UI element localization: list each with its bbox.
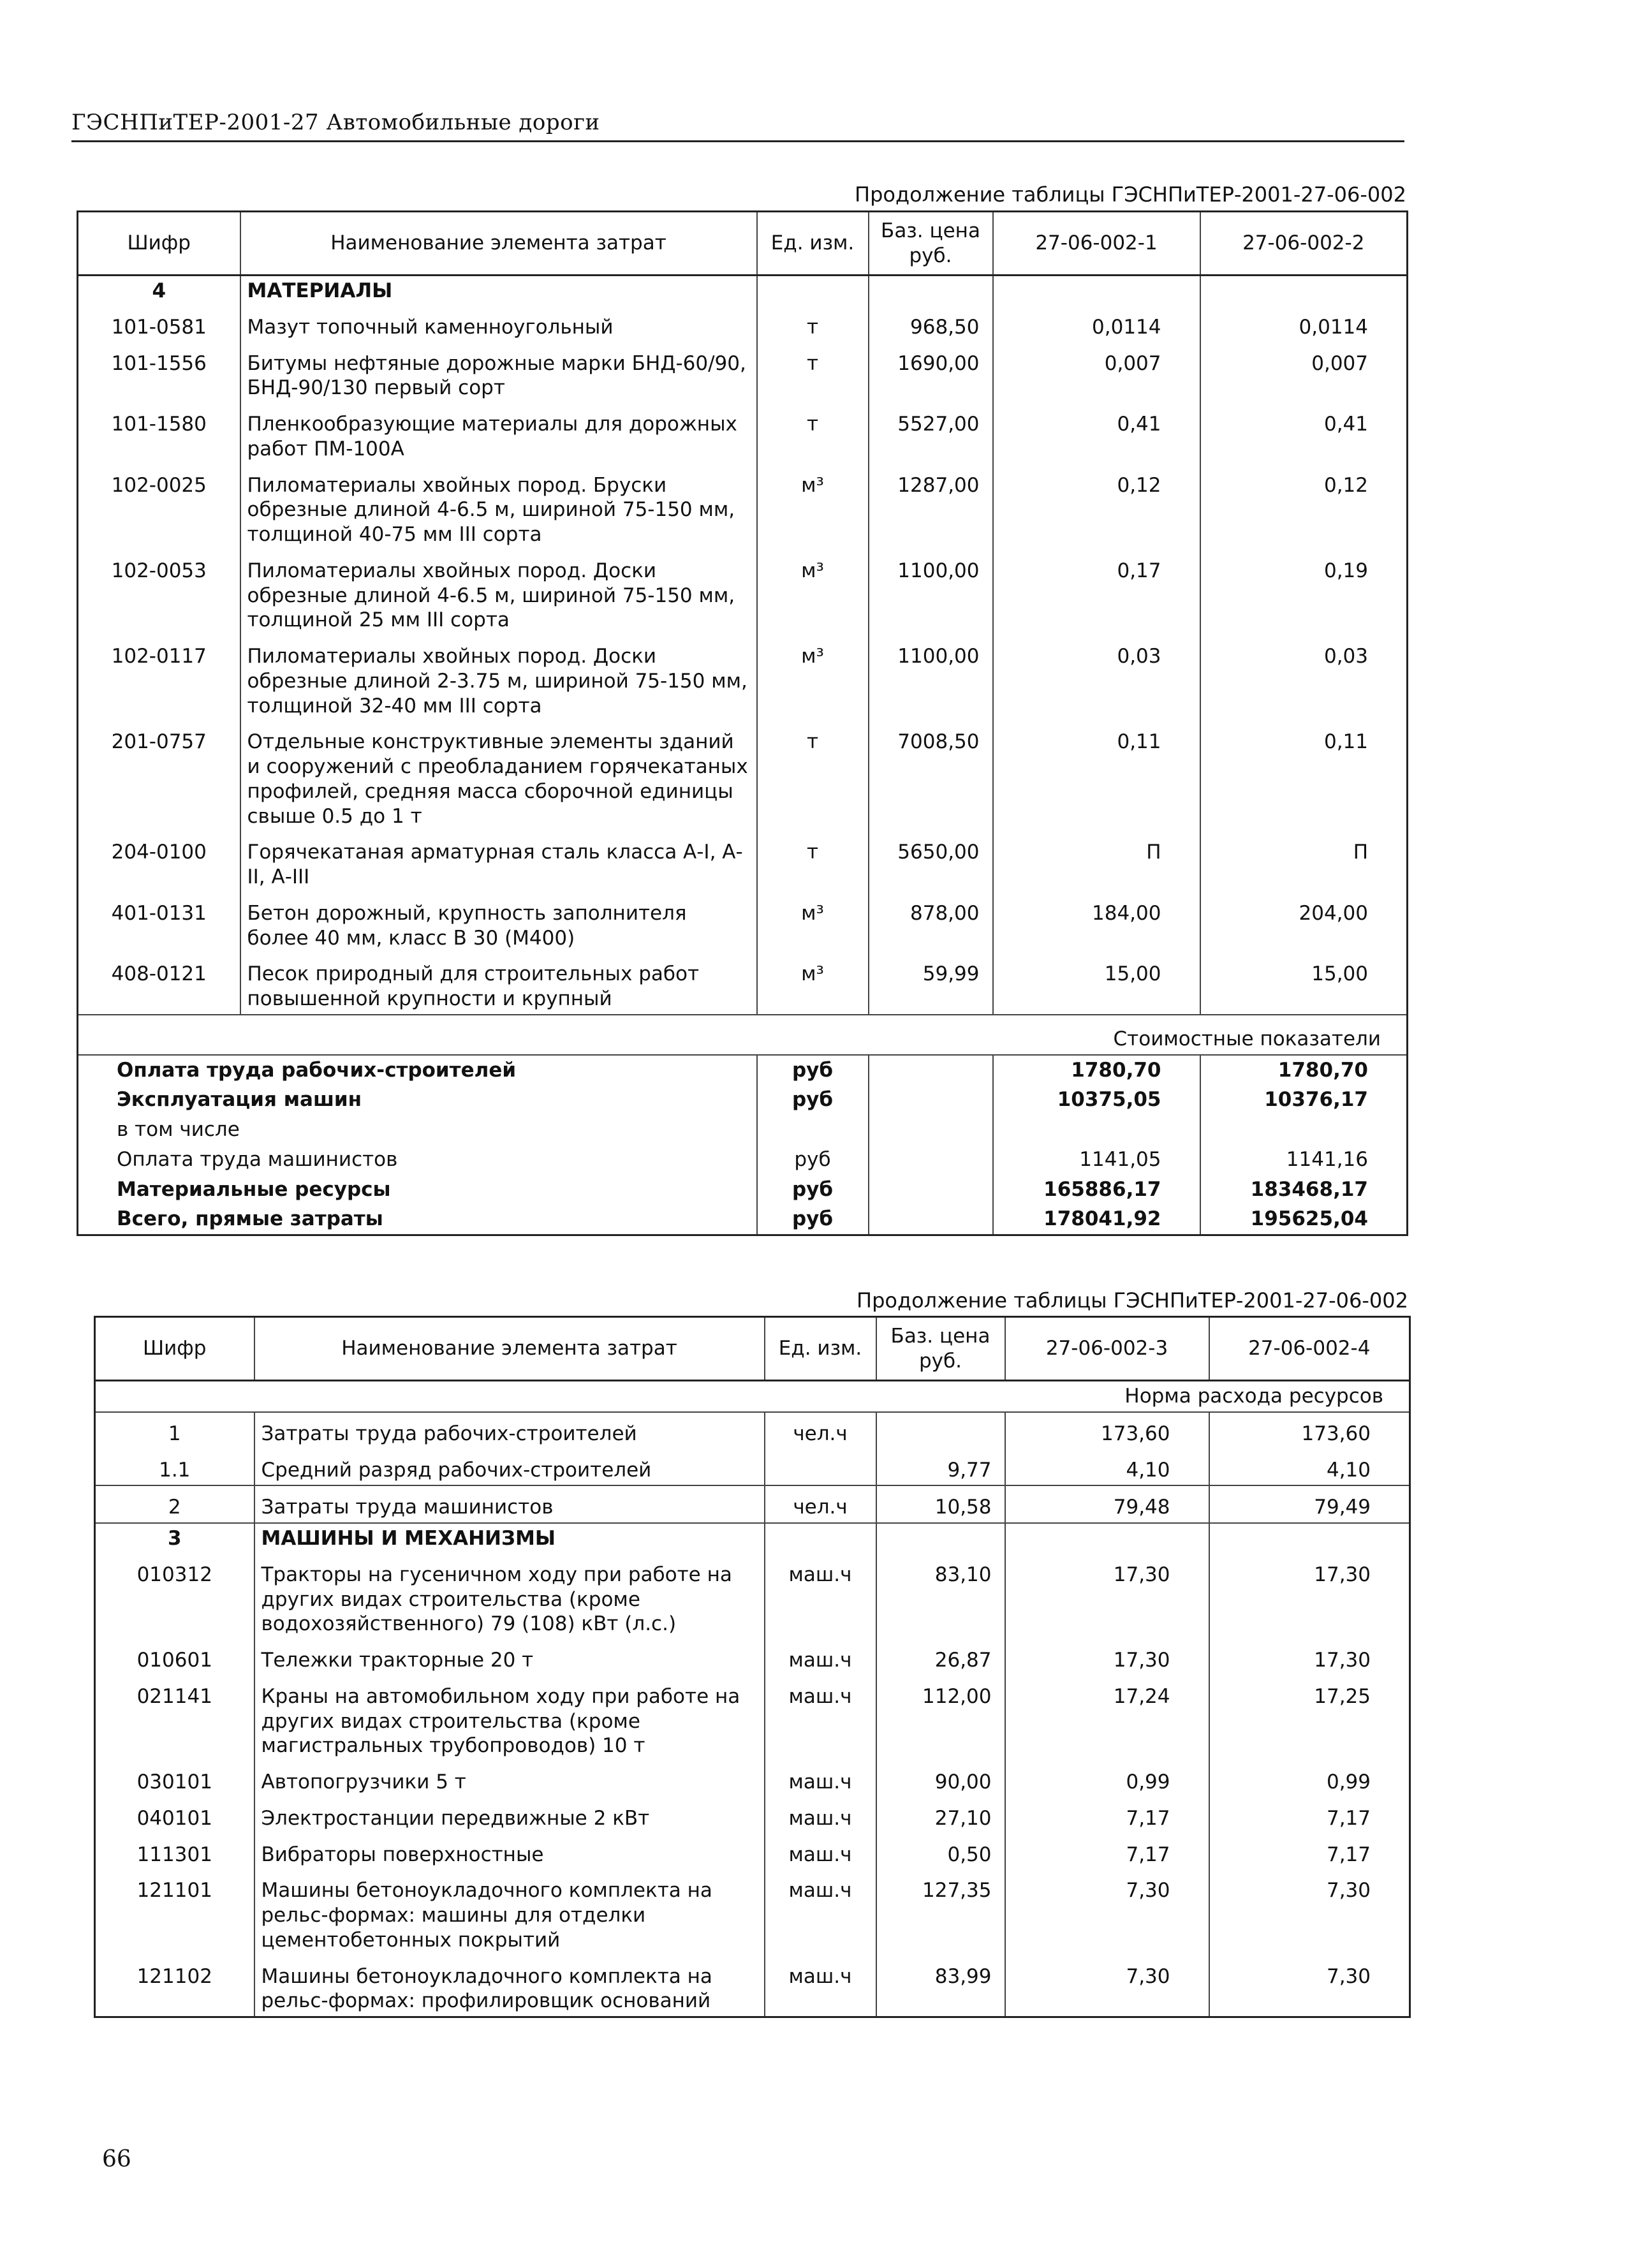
row-value-2: П: [1200, 831, 1408, 892]
page-header: ГЭСНПиТЕР-2001-27 Автомобильные дороги: [71, 110, 600, 135]
row-unit: маш.ч: [765, 1834, 876, 1870]
summary-unit: руб: [757, 1055, 869, 1086]
row-price: 878,00: [869, 892, 993, 954]
section-name: МАТЕРИАЛЫ: [240, 276, 757, 306]
table2-header-col1: 27-06-002-3: [1005, 1317, 1209, 1381]
row-price: 5650,00: [869, 831, 993, 892]
row-value-2: 7,17: [1209, 1834, 1410, 1870]
row-price: 112,00: [876, 1675, 1005, 1761]
row-unit: м³: [757, 464, 869, 550]
row-code: 121101: [95, 1869, 254, 1955]
row-name: Бетон дорожный, крупность заполнителя более 40 мм, класс В 30 (М400): [240, 892, 757, 954]
summary-price-empty: [869, 1055, 993, 1086]
row-value-1: 79,48: [1005, 1485, 1209, 1523]
row-value-1: 0,11: [993, 721, 1200, 831]
summary-value-2: 195625,04: [1200, 1204, 1408, 1235]
table1-header-code: Шифр: [78, 212, 240, 276]
row-name: Пиломатериалы хвойных пород. Доски обрезные длиной 4-6.5 м, шириной 75-150 мм, толщиной 25 мм III сорта: [240, 550, 757, 635]
table1-header-unit: Ед. изм.: [757, 212, 869, 276]
row-value-2: 0,007: [1200, 342, 1408, 404]
table2-header-price: Баз. цена руб.: [876, 1317, 1005, 1381]
row-unit: м³: [757, 953, 869, 1015]
section-code: 3: [95, 1523, 254, 1554]
row-value-1: 15,00: [993, 953, 1200, 1015]
page-number: 66: [102, 2146, 131, 2172]
row-code: 401-0131: [78, 892, 240, 954]
row-value-2: 7,30: [1209, 1869, 1410, 1955]
section-empty-cell: [765, 1523, 876, 1554]
norm-heading: Норма расхода ресурсов: [95, 1381, 1410, 1412]
row-unit: маш.ч: [765, 1554, 876, 1639]
table2-labor-row: [95, 1412, 1410, 1449]
row-price: 1100,00: [869, 550, 993, 635]
table1-material-row: [78, 403, 1408, 464]
row-code: 010601: [95, 1639, 254, 1675]
row-name: Песок природный для строительных работ повышенной крупности и крупный: [240, 953, 757, 1015]
row-value-1: 184,00: [993, 892, 1200, 954]
section-code: 4: [78, 276, 240, 306]
section-empty-cell: [1209, 1523, 1410, 1554]
table2-machine-row: [95, 1797, 1410, 1834]
row-value-1: 17,30: [1005, 1639, 1209, 1675]
table1-material-row: [78, 721, 1408, 831]
row-unit: чел.ч: [765, 1412, 876, 1449]
row-unit: т: [757, 342, 869, 404]
row-name: Тракторы на гусеничном ходу при работе на других видах строительства (кроме водохозяйственного) 79 (108) кВт (л.с.): [254, 1554, 765, 1639]
row-code: 111301: [95, 1834, 254, 1870]
row-price: 83,10: [876, 1554, 1005, 1639]
row-code: 101-1556: [78, 342, 240, 404]
table1-material-row: [78, 342, 1408, 404]
row-value-1: 0,41: [993, 403, 1200, 464]
row-value-2: 7,30: [1209, 1955, 1410, 2017]
row-price: 0,50: [876, 1834, 1005, 1870]
summary-value-1: 10375,05: [993, 1085, 1200, 1115]
table1-section-row: [78, 276, 1408, 306]
row-value-2: 0,03: [1200, 635, 1408, 721]
row-value-1: 173,60: [1005, 1412, 1209, 1449]
summary-unit: руб: [757, 1085, 869, 1115]
row-unit: маш.ч: [765, 1639, 876, 1675]
table2-header-unit: Ед. изм.: [765, 1317, 876, 1381]
row-price: 27,10: [876, 1797, 1005, 1834]
row-name: Средний разряд рабочих-строителей: [254, 1449, 765, 1486]
summary-value-2: 183468,17: [1200, 1175, 1408, 1205]
row-code: 102-0025: [78, 464, 240, 550]
summary-value-1: [993, 1115, 1200, 1145]
row-code: 204-0100: [78, 831, 240, 892]
row-value-1: 17,30: [1005, 1554, 1209, 1639]
row-code: 121102: [95, 1955, 254, 2017]
table1-header-col2: 27-06-002-2: [1200, 212, 1408, 276]
table1-header-price: Баз. цена руб.: [869, 212, 993, 276]
table1-material-row: [78, 892, 1408, 954]
row-name: Тележки тракторные 20 т: [254, 1639, 765, 1675]
row-value-1: 7,30: [1005, 1955, 1209, 2017]
row-code: 2: [95, 1485, 254, 1523]
table2-continuation-title: Продолжение таблицы ГЭСНПиТЕР-2001-27-06-002: [857, 1288, 1408, 1313]
row-value-2: 173,60: [1209, 1412, 1410, 1449]
summary-value-1: 178041,92: [993, 1204, 1200, 1235]
table2: [94, 1316, 1411, 2018]
summary-unit: [757, 1115, 869, 1145]
summary-price-empty: [869, 1204, 993, 1235]
row-value-1: П: [993, 831, 1200, 892]
row-price: 1287,00: [869, 464, 993, 550]
table1-material-row: [78, 635, 1408, 721]
row-code: 101-1580: [78, 403, 240, 464]
row-name: Электростанции передвижные 2 кВт: [254, 1797, 765, 1834]
summary-price-empty: [869, 1115, 993, 1145]
row-name: Пиломатериалы хвойных пород. Бруски обрезные длиной 4-6.5 м, шириной 75-150 мм, толщиной 40-75 мм III сорта: [240, 464, 757, 550]
row-name: Пленкообразующие материалы для дорожных работ ПМ-100А: [240, 403, 757, 464]
summary-price-empty: [869, 1145, 993, 1175]
row-name: Битумы нефтяные дорожные марки БНД-60/90, БНД-90/130 первый сорт: [240, 342, 757, 404]
table2-labor-row: [95, 1485, 1410, 1523]
row-code: 030101: [95, 1761, 254, 1797]
row-value-2: 0,0114: [1200, 306, 1408, 342]
row-value-2: 7,17: [1209, 1797, 1410, 1834]
row-value-1: 7,30: [1005, 1869, 1209, 1955]
row-unit: м³: [757, 892, 869, 954]
row-price: 1690,00: [869, 342, 993, 404]
row-value-2: 17,30: [1209, 1639, 1410, 1675]
table2-norm-heading-row: [95, 1381, 1410, 1412]
row-price: 7008,50: [869, 721, 993, 831]
row-unit: маш.ч: [765, 1955, 876, 2017]
row-value-1: 7,17: [1005, 1797, 1209, 1834]
row-value-1: 0,12: [993, 464, 1200, 550]
row-unit: маш.ч: [765, 1675, 876, 1761]
table2-header-code: Шифр: [95, 1317, 254, 1381]
row-value-2: 17,25: [1209, 1675, 1410, 1761]
row-unit: т: [757, 721, 869, 831]
table2-machine-row: [95, 1554, 1410, 1639]
row-name: Машины бетоноукладочного комплекта на рельс-формах: профилировщик оснований: [254, 1955, 765, 2017]
row-code: 010312: [95, 1554, 254, 1639]
row-value-1: 0,03: [993, 635, 1200, 721]
table1-header-col1: 27-06-002-1: [993, 212, 1200, 276]
summary-unit: руб: [757, 1175, 869, 1205]
summary-label: Оплата труда рабочих-строителей: [78, 1055, 757, 1086]
table1-summary-row: [78, 1145, 1408, 1175]
row-value-2: 0,19: [1200, 550, 1408, 635]
row-unit: т: [757, 831, 869, 892]
cost-heading: Стоимостные показатели: [78, 1015, 1408, 1055]
summary-label: Материальные ресурсы: [78, 1175, 757, 1205]
summary-unit: руб: [757, 1145, 869, 1175]
row-price: 1100,00: [869, 635, 993, 721]
row-code: 1: [95, 1412, 254, 1449]
summary-label: в том числе: [78, 1115, 757, 1145]
row-name: Пиломатериалы хвойных пород. Доски обрезные длиной 2-3.75 м, шириной 75-150 мм, толщиной 32-40 мм III сорта: [240, 635, 757, 721]
row-unit: м³: [757, 635, 869, 721]
row-value-1: 0,17: [993, 550, 1200, 635]
row-value-2: 4,10: [1209, 1449, 1410, 1486]
row-name: Отдельные конструктивные элементы зданий и сооружений с преобладанием горячекатаных профилей, средняя масса сборочной единицы свыше 0.5 до 1 т: [240, 721, 757, 831]
summary-price-empty: [869, 1175, 993, 1205]
row-code: 408-0121: [78, 953, 240, 1015]
summary-unit: руб: [757, 1204, 869, 1235]
row-price: 26,87: [876, 1639, 1005, 1675]
table1-summary-row: [78, 1204, 1408, 1235]
row-unit: т: [757, 403, 869, 464]
table2-labor-row: [95, 1449, 1410, 1486]
summary-value-2: 1141,16: [1200, 1145, 1408, 1175]
row-name: Мазут топочный каменноугольный: [240, 306, 757, 342]
summary-label: Оплата труда машинистов: [78, 1145, 757, 1175]
summary-label: Всего, прямые затраты: [78, 1204, 757, 1235]
row-unit: маш.ч: [765, 1761, 876, 1797]
row-name: Затраты труда рабочих-строителей: [254, 1412, 765, 1449]
row-value-1: 7,17: [1005, 1834, 1209, 1870]
row-price: 9,77: [876, 1449, 1005, 1486]
row-unit: [765, 1449, 876, 1486]
row-value-1: 0,99: [1005, 1761, 1209, 1797]
table1-material-row: [78, 306, 1408, 342]
summary-label: Эксплуатация машин: [78, 1085, 757, 1115]
table2-machine-row: [95, 1761, 1410, 1797]
table2-machine-row: [95, 1834, 1410, 1870]
table1: [77, 210, 1408, 1236]
row-code: 040101: [95, 1797, 254, 1834]
row-unit: м³: [757, 550, 869, 635]
row-price: 83,99: [876, 1955, 1005, 2017]
summary-value-1: 165886,17: [993, 1175, 1200, 1205]
row-name: Автопогрузчики 5 т: [254, 1761, 765, 1797]
summary-value-2: 1780,70: [1200, 1055, 1408, 1086]
row-price: 968,50: [869, 306, 993, 342]
section-name: МАШИНЫ И МЕХАНИЗМЫ: [254, 1523, 765, 1554]
row-price: 5527,00: [869, 403, 993, 464]
row-name: Затраты труда машинистов: [254, 1485, 765, 1523]
table1-material-row: [78, 953, 1408, 1015]
row-value-2: 0,99: [1209, 1761, 1410, 1797]
table2-section-row: [95, 1523, 1410, 1554]
row-code: 021141: [95, 1675, 254, 1761]
section-empty-cell: [1005, 1523, 1209, 1554]
row-name: Горячекатаная арматурная сталь класса А-I, А-II, А-III: [240, 831, 757, 892]
table1-material-row: [78, 550, 1408, 635]
table2-header-col2: 27-06-002-4: [1209, 1317, 1410, 1381]
row-unit: маш.ч: [765, 1869, 876, 1955]
row-code: 1.1: [95, 1449, 254, 1486]
summary-value-2: [1200, 1115, 1408, 1145]
table1-summary-row: [78, 1085, 1408, 1115]
row-value-2: 204,00: [1200, 892, 1408, 954]
table2-machine-row: [95, 1675, 1410, 1761]
row-value-2: 0,12: [1200, 464, 1408, 550]
row-value-1: 0,0114: [993, 306, 1200, 342]
row-unit: маш.ч: [765, 1797, 876, 1834]
table1-material-row: [78, 831, 1408, 892]
row-name: Машины бетоноукладочного комплекта на рельс-формах: машины для отделки цементобетонных покрытий: [254, 1869, 765, 1955]
summary-value-2: 10376,17: [1200, 1085, 1408, 1115]
row-price: 90,00: [876, 1761, 1005, 1797]
table2-header-name: Наименование элемента затрат: [254, 1317, 765, 1381]
table1-continuation-title: Продолжение таблицы ГЭСНПиТЕР-2001-27-06-002: [855, 182, 1406, 207]
row-price: 10,58: [876, 1485, 1005, 1523]
summary-price-empty: [869, 1085, 993, 1115]
row-code: 101-0581: [78, 306, 240, 342]
table1-cost-heading-row: [78, 1015, 1408, 1055]
row-code: 102-0053: [78, 550, 240, 635]
section-empty-cell: [876, 1523, 1005, 1554]
table1-material-row: [78, 464, 1408, 550]
table1-header-name: Наименование элемента затрат: [240, 212, 757, 276]
table2-machine-row: [95, 1869, 1410, 1955]
row-value-2: 0,41: [1200, 403, 1408, 464]
summary-value-1: 1141,05: [993, 1145, 1200, 1175]
row-value-1: 0,007: [993, 342, 1200, 404]
row-value-2: 0,11: [1200, 721, 1408, 831]
row-value-1: 4,10: [1005, 1449, 1209, 1486]
table2-machine-row: [95, 1955, 1410, 2017]
row-name: Вибраторы поверхностные: [254, 1834, 765, 1870]
row-code: 102-0117: [78, 635, 240, 721]
row-code: 201-0757: [78, 721, 240, 831]
table2-machine-row: [95, 1639, 1410, 1675]
table1-summary-row: [78, 1175, 1408, 1205]
row-price: 127,35: [876, 1869, 1005, 1955]
row-value-2: 15,00: [1200, 953, 1408, 1015]
summary-value-1: 1780,70: [993, 1055, 1200, 1086]
table1-summary-row: [78, 1115, 1408, 1145]
row-unit: т: [757, 306, 869, 342]
row-name: Краны на автомобильном ходу при работе на других видах строительства (кроме магистральных трубопроводов) 10 т: [254, 1675, 765, 1761]
row-price: [876, 1412, 1005, 1449]
row-value-2: 17,30: [1209, 1554, 1410, 1639]
row-unit: чел.ч: [765, 1485, 876, 1523]
table1-summary-row: [78, 1055, 1408, 1086]
header-rule: [71, 140, 1404, 142]
row-value-2: 79,49: [1209, 1485, 1410, 1523]
row-value-1: 17,24: [1005, 1675, 1209, 1761]
row-price: 59,99: [869, 953, 993, 1015]
